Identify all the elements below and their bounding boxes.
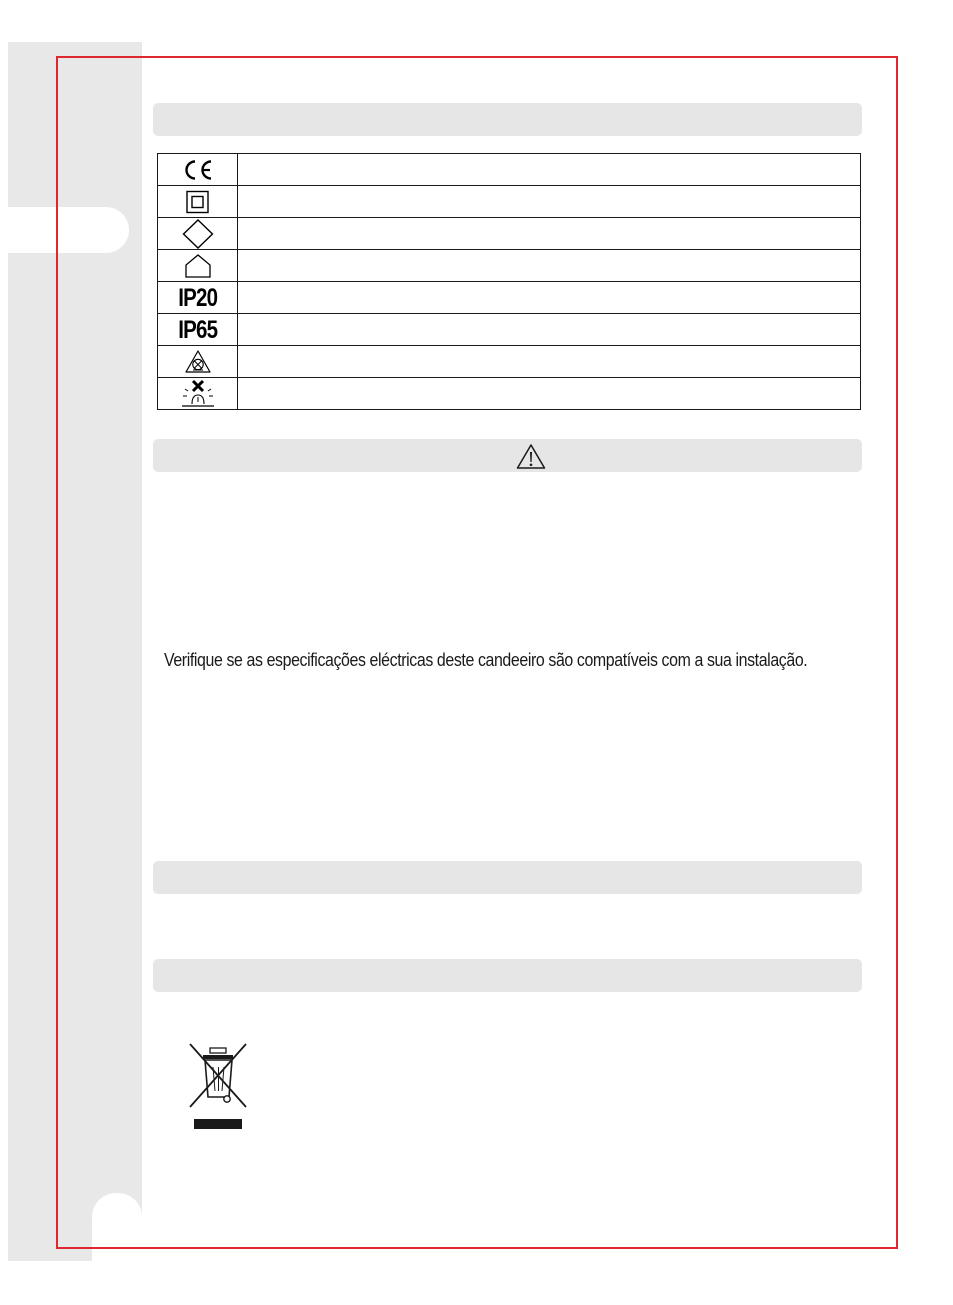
table-row [158, 154, 861, 186]
table-row [158, 314, 861, 346]
symbol-description [238, 218, 861, 250]
symbol-description [238, 154, 861, 186]
symbol-description [238, 378, 861, 410]
table-row [158, 378, 861, 410]
electrical-spec-notice: Verifique se as especificações eléctricas deste candeeiro são compatíveis com a sua instalação. [164, 649, 808, 670]
symbol-description [238, 282, 861, 314]
triangle-lamp-icon [184, 349, 212, 375]
section-bar-warnings [153, 439, 862, 472]
section-bar-disposal [153, 959, 862, 992]
table-row [158, 218, 861, 250]
symbol-description [238, 314, 861, 346]
ce-mark-icon [182, 159, 214, 181]
diamond-icon [182, 219, 214, 249]
section-bar-symbols [153, 103, 862, 136]
table-row [158, 346, 861, 378]
section-bar-maintenance [153, 861, 862, 894]
ip-rating-icon: IP20 [178, 283, 217, 312]
ip-rating-icon: IP65 [178, 315, 217, 344]
table-row [158, 250, 861, 282]
symbol-description [238, 250, 861, 282]
symbol-description [238, 186, 861, 218]
symbols-table [157, 153, 861, 410]
class-ii-double-insulation-icon [185, 190, 211, 214]
crossed-out-wheelie-bin-icon [185, 1041, 251, 1131]
warning-triangle-icon [516, 443, 546, 470]
symbol-description [238, 346, 861, 378]
table-row [158, 186, 861, 218]
indoor-use-house-icon [183, 253, 213, 279]
table-row [158, 282, 861, 314]
no-protective-glass-icon [180, 379, 216, 409]
